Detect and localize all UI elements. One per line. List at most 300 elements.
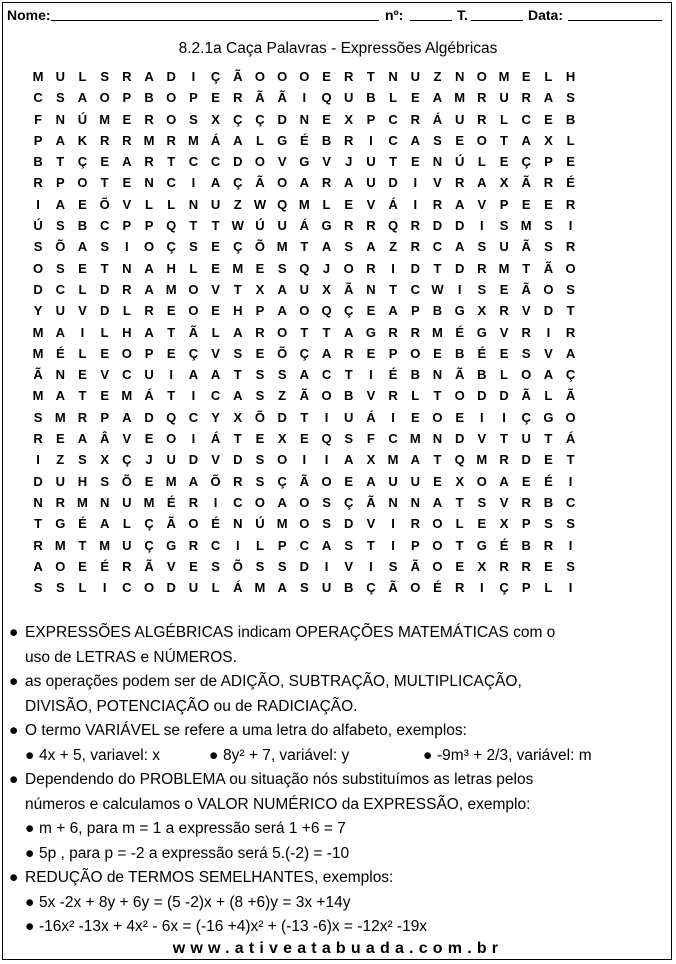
grid-letter[interactable]: O bbox=[432, 516, 443, 532]
grid-letter[interactable]: C bbox=[210, 154, 221, 170]
grid-letter[interactable]: A bbox=[477, 175, 487, 191]
grid-letter[interactable]: M bbox=[99, 537, 111, 553]
grid-letter[interactable]: I bbox=[568, 218, 573, 234]
grid-letter[interactable]: C bbox=[33, 90, 43, 106]
grid-letter[interactable]: S bbox=[566, 516, 575, 532]
grid-letter[interactable]: F bbox=[366, 431, 375, 447]
grid-letter[interactable]: N bbox=[55, 367, 65, 383]
grid-letter[interactable]: O bbox=[33, 260, 44, 276]
grid-letter[interactable]: M bbox=[143, 132, 155, 148]
grid-letter[interactable]: M bbox=[165, 473, 177, 489]
grid-letter[interactable]: B bbox=[565, 111, 576, 127]
grid-letter[interactable]: Ç bbox=[188, 345, 199, 361]
grid-letter[interactable]: E bbox=[255, 260, 265, 276]
grid-letter[interactable]: S bbox=[100, 473, 109, 489]
grid-letter[interactable]: C bbox=[521, 111, 531, 127]
grid-letter[interactable]: O bbox=[476, 473, 487, 489]
grid-letter[interactable]: S bbox=[255, 388, 265, 404]
grid-letter[interactable]: L bbox=[500, 111, 508, 127]
grid-letter[interactable]: G bbox=[166, 537, 177, 553]
grid-letter[interactable]: S bbox=[322, 516, 331, 532]
grid-letter[interactable]: R bbox=[144, 303, 154, 319]
grid-letter[interactable]: O bbox=[299, 69, 310, 84]
grid-letter[interactable]: D bbox=[166, 580, 176, 596]
grid-letter[interactable]: R bbox=[499, 303, 509, 319]
grid-letter[interactable]: É bbox=[166, 494, 176, 510]
grid-letter[interactable]: C bbox=[210, 537, 221, 553]
grid-letter[interactable]: R bbox=[454, 175, 465, 191]
grid-letter[interactable]: Ç bbox=[255, 111, 265, 127]
grid-letter[interactable]: O bbox=[299, 516, 310, 532]
grid-letter[interactable]: R bbox=[410, 239, 420, 255]
grid-letter[interactable]: I bbox=[391, 537, 395, 553]
grid-letter[interactable]: T bbox=[433, 452, 442, 468]
grid-letter[interactable]: L bbox=[566, 132, 575, 148]
grid-letter[interactable]: R bbox=[33, 175, 43, 191]
grid-letter[interactable]: T bbox=[300, 239, 309, 255]
grid-letter[interactable]: L bbox=[544, 388, 553, 404]
grid-letter[interactable]: A bbox=[55, 132, 65, 148]
grid-letter[interactable]: N bbox=[410, 494, 420, 510]
grid-letter[interactable]: U bbox=[366, 154, 376, 170]
grid-letter[interactable]: M bbox=[232, 260, 244, 276]
grid-letter[interactable]: C bbox=[188, 154, 199, 170]
grid-letter[interactable]: P bbox=[544, 154, 553, 170]
grid-letter[interactable]: N bbox=[366, 281, 376, 297]
grid-letter[interactable]: Õ bbox=[210, 473, 221, 489]
grid-letter[interactable]: X bbox=[544, 132, 553, 148]
grid-letter[interactable]: I bbox=[546, 324, 551, 340]
grid-letter[interactable]: S bbox=[78, 452, 87, 468]
grid-letter[interactable]: C bbox=[99, 218, 110, 234]
grid-letter[interactable]: O bbox=[432, 558, 443, 574]
grid-letter[interactable]: C bbox=[565, 494, 576, 510]
grid-letter[interactable]: V bbox=[78, 303, 87, 319]
grid-letter[interactable]: É bbox=[100, 558, 109, 574]
grid-letter[interactable]: S bbox=[322, 494, 331, 510]
grid-letter[interactable]: É bbox=[211, 516, 220, 532]
grid-letter[interactable]: Ã bbox=[521, 388, 531, 404]
grid-letter[interactable]: U bbox=[277, 218, 287, 234]
grid-letter[interactable]: E bbox=[410, 154, 420, 170]
grid-letter[interactable]: N bbox=[432, 154, 443, 170]
grid-letter[interactable]: L bbox=[167, 196, 176, 212]
grid-letter[interactable]: A bbox=[432, 494, 443, 510]
grid-letter[interactable]: G bbox=[365, 324, 376, 340]
grid-letter[interactable]: V bbox=[277, 154, 287, 170]
grid-letter[interactable]: I bbox=[369, 132, 373, 148]
grid-letter[interactable]: X bbox=[100, 452, 109, 468]
grid-letter[interactable]: É bbox=[55, 345, 65, 361]
grid-letter[interactable]: T bbox=[100, 260, 109, 276]
grid-letter[interactable]: B bbox=[344, 580, 354, 596]
grid-letter[interactable]: W bbox=[231, 218, 244, 234]
grid-letter[interactable]: B bbox=[344, 388, 354, 404]
grid-letter[interactable]: Ú bbox=[255, 516, 265, 532]
grid-letter[interactable]: L bbox=[477, 154, 486, 170]
grid-letter[interactable]: I bbox=[391, 260, 395, 276]
grid-letter[interactable]: D bbox=[33, 281, 43, 297]
grid-letter[interactable]: M bbox=[254, 580, 266, 596]
grid-letter[interactable]: M bbox=[54, 537, 66, 553]
grid-letter[interactable]: A bbox=[122, 409, 132, 425]
grid-letter[interactable]: Q bbox=[166, 409, 177, 425]
grid-letter[interactable]: C bbox=[122, 367, 132, 383]
grid-letter[interactable]: B bbox=[432, 303, 443, 319]
grid-letter[interactable]: O bbox=[432, 537, 443, 553]
grid-letter[interactable]: B bbox=[410, 367, 420, 383]
grid-letter[interactable]: A bbox=[277, 281, 287, 297]
grid-letter[interactable]: I bbox=[568, 580, 573, 596]
grid-letter[interactable]: T bbox=[34, 516, 43, 532]
grid-letter[interactable]: M bbox=[387, 452, 399, 468]
grid-letter[interactable]: A bbox=[144, 324, 154, 340]
grid-letter[interactable]: S bbox=[344, 537, 354, 553]
grid-letter[interactable]: D bbox=[344, 516, 354, 532]
grid-letter[interactable]: É bbox=[544, 473, 553, 489]
grid-letter[interactable]: U bbox=[410, 69, 420, 84]
grid-letter[interactable]: H bbox=[122, 324, 132, 340]
grid-letter[interactable]: S bbox=[521, 345, 531, 361]
grid-letter[interactable]: O bbox=[299, 494, 310, 510]
grid-letter[interactable]: S bbox=[344, 239, 354, 255]
grid-letter[interactable]: E bbox=[100, 388, 109, 404]
grid-letter[interactable]: T bbox=[544, 431, 553, 447]
grid-letter[interactable]: U bbox=[299, 281, 310, 297]
grid-letter[interactable]: I bbox=[80, 324, 85, 340]
grid-letter[interactable]: É bbox=[433, 580, 442, 596]
grid-letter[interactable]: E bbox=[455, 558, 464, 574]
grid-letter[interactable]: P bbox=[499, 196, 509, 212]
grid-letter[interactable]: I bbox=[324, 558, 329, 574]
grid-letter[interactable]: B bbox=[77, 218, 88, 234]
grid-letter[interactable]: Á bbox=[210, 132, 221, 148]
grid-letter[interactable]: R bbox=[477, 111, 487, 127]
grid-letter[interactable]: Q bbox=[321, 303, 332, 319]
grid-letter[interactable]: T bbox=[167, 154, 176, 170]
grid-letter[interactable]: S bbox=[33, 580, 43, 596]
grid-letter[interactable]: A bbox=[321, 239, 332, 255]
grid-letter[interactable]: Õ bbox=[254, 239, 266, 255]
grid-letter[interactable]: O bbox=[565, 260, 576, 276]
grid-letter[interactable]: T bbox=[433, 388, 442, 404]
grid-letter[interactable]: S bbox=[477, 239, 487, 255]
grid-letter[interactable]: W bbox=[431, 281, 444, 297]
grid-letter[interactable]: E bbox=[344, 196, 354, 212]
grid-letter[interactable]: T bbox=[233, 367, 242, 383]
grid-letter[interactable]: P bbox=[100, 409, 109, 425]
grid-letter[interactable]: E bbox=[521, 473, 531, 489]
grid-letter[interactable]: U bbox=[499, 90, 509, 106]
grid-letter[interactable]: V bbox=[499, 324, 509, 340]
grid-letter[interactable]: T bbox=[300, 324, 309, 340]
grid-letter[interactable]: H bbox=[565, 69, 576, 84]
grid-letter[interactable]: E bbox=[55, 431, 65, 447]
grid-letter[interactable]: A bbox=[499, 473, 509, 489]
grid-letter[interactable]: R bbox=[521, 494, 531, 510]
grid-letter[interactable]: A bbox=[188, 367, 199, 383]
grid-letter[interactable]: L bbox=[189, 260, 198, 276]
grid-letter[interactable]: E bbox=[78, 196, 87, 212]
grid-letter[interactable]: Ã bbox=[344, 281, 354, 297]
grid-letter[interactable]: P bbox=[144, 345, 154, 361]
grid-letter[interactable]: O bbox=[166, 111, 177, 127]
grid-letter[interactable]: R bbox=[565, 239, 576, 255]
grid-letter[interactable]: Ã bbox=[255, 90, 265, 106]
grid-letter[interactable]: A bbox=[144, 69, 154, 84]
grid-letter[interactable]: É bbox=[477, 345, 487, 361]
grid-letter[interactable]: R bbox=[543, 537, 554, 553]
grid-letter[interactable]: O bbox=[410, 345, 421, 361]
grid-letter[interactable]: I bbox=[191, 175, 196, 191]
grid-letter[interactable]: O bbox=[476, 132, 487, 148]
grid-letter[interactable]: O bbox=[55, 558, 66, 574]
grid-letter[interactable]: S bbox=[33, 239, 43, 255]
grid-letter[interactable]: E bbox=[300, 431, 309, 447]
grid-letter[interactable]: M bbox=[454, 90, 466, 106]
grid-letter[interactable]: Á bbox=[210, 431, 221, 447]
grid-letter[interactable]: A bbox=[33, 558, 43, 574]
grid-letter[interactable]: D bbox=[99, 303, 110, 319]
grid-letter[interactable]: V bbox=[166, 558, 176, 574]
grid-letter[interactable]: R bbox=[410, 218, 420, 234]
grid-letter[interactable]: O bbox=[99, 90, 110, 106]
grid-letter[interactable]: A bbox=[565, 345, 576, 361]
grid-letter[interactable]: V bbox=[499, 494, 509, 510]
grid-letter[interactable]: N bbox=[299, 111, 310, 127]
grid-letter[interactable]: E bbox=[144, 473, 154, 489]
grid-letter[interactable]: I bbox=[369, 367, 373, 383]
grid-letter[interactable]: D bbox=[521, 452, 531, 468]
grid-letter[interactable]: I bbox=[191, 431, 196, 447]
grid-letter[interactable]: O bbox=[454, 388, 465, 404]
grid-letter[interactable]: A bbox=[543, 90, 554, 106]
grid-letter[interactable]: U bbox=[144, 367, 154, 383]
grid-letter[interactable]: C bbox=[321, 367, 332, 383]
grid-letter[interactable]: Ç bbox=[344, 303, 354, 319]
grid-letter[interactable]: M bbox=[298, 196, 310, 212]
grid-letter[interactable]: R bbox=[366, 260, 376, 276]
grid-letter[interactable]: Ã bbox=[166, 516, 176, 532]
grid-letter[interactable]: É bbox=[455, 324, 464, 340]
grid-letter[interactable]: T bbox=[167, 388, 176, 404]
grid-letter[interactable]: S bbox=[344, 431, 354, 447]
grid-letter[interactable]: A bbox=[344, 175, 354, 191]
grid-letter[interactable]: I bbox=[213, 494, 218, 510]
grid-letter[interactable]: P bbox=[521, 580, 531, 596]
grid-letter[interactable]: A bbox=[55, 196, 65, 212]
grid-letter[interactable]: S bbox=[100, 239, 109, 255]
grid-letter[interactable]: Ç bbox=[210, 69, 221, 84]
grid-letter[interactable]: A bbox=[99, 516, 110, 532]
grid-letter[interactable]: Õ bbox=[121, 473, 132, 489]
grid-letter[interactable]: T bbox=[566, 452, 575, 468]
grid-letter[interactable]: S bbox=[544, 516, 553, 532]
grid-letter[interactable]: R bbox=[521, 558, 531, 574]
grid-letter[interactable]: G bbox=[476, 324, 487, 340]
grid-letter[interactable]: P bbox=[122, 218, 132, 234]
grid-letter[interactable]: M bbox=[32, 69, 44, 84]
grid-letter[interactable]: M bbox=[143, 494, 155, 510]
grid-letter[interactable]: G bbox=[55, 516, 66, 532]
grid-letter[interactable]: I bbox=[169, 367, 174, 383]
grid-letter[interactable]: D bbox=[454, 260, 465, 276]
grid-letter[interactable]: V bbox=[322, 154, 331, 170]
grid-letter[interactable]: S bbox=[255, 452, 265, 468]
grid-letter[interactable]: E bbox=[344, 473, 354, 489]
grid-letter[interactable]: L bbox=[255, 132, 264, 148]
grid-letter[interactable]: E bbox=[455, 132, 464, 148]
grid-letter[interactable]: O bbox=[188, 281, 199, 297]
grid-letter[interactable]: Ã bbox=[454, 367, 465, 383]
grid-letter[interactable]: E bbox=[100, 345, 109, 361]
grid-letter[interactable]: X bbox=[322, 281, 331, 297]
grid-letter[interactable]: R bbox=[321, 175, 332, 191]
grid-letter[interactable]: R bbox=[99, 132, 110, 148]
grid-letter[interactable]: I bbox=[502, 409, 506, 425]
grid-letter[interactable]: V bbox=[100, 367, 109, 383]
grid-letter[interactable]: Q bbox=[321, 431, 332, 447]
grid-letter[interactable]: T bbox=[433, 260, 442, 276]
grid-letter[interactable]: D bbox=[388, 175, 398, 191]
grid-letter[interactable]: C bbox=[188, 409, 199, 425]
grid-letter[interactable]: Ã bbox=[521, 239, 531, 255]
grid-letter[interactable]: X bbox=[366, 452, 376, 468]
grid-letter[interactable]: I bbox=[480, 409, 484, 425]
grid-letter[interactable]: O bbox=[543, 281, 554, 297]
grid-letter[interactable]: C bbox=[410, 281, 420, 297]
grid-letter[interactable]: E bbox=[322, 111, 331, 127]
grid-letter[interactable]: Ã bbox=[543, 260, 554, 276]
grid-letter[interactable]: M bbox=[187, 132, 199, 148]
grid-letter[interactable]: X bbox=[255, 281, 265, 297]
grid-letter[interactable]: I bbox=[302, 90, 307, 106]
grid-letter[interactable]: Ç bbox=[77, 154, 88, 170]
grid-letter[interactable]: A bbox=[366, 473, 376, 489]
grid-letter[interactable]: R bbox=[410, 324, 420, 340]
grid-letter[interactable]: E bbox=[410, 90, 420, 106]
grid-letter[interactable]: E bbox=[100, 154, 109, 170]
grid-letter[interactable]: P bbox=[122, 90, 132, 106]
grid-letter[interactable]: R bbox=[410, 516, 420, 532]
grid-letter[interactable]: E bbox=[499, 345, 509, 361]
grid-letter[interactable]: T bbox=[167, 324, 176, 340]
grid-letter[interactable]: I bbox=[413, 175, 418, 191]
grid-letter[interactable]: Ç bbox=[366, 580, 376, 596]
grid-letter[interactable]: O bbox=[143, 239, 155, 255]
grid-letter[interactable]: C bbox=[388, 431, 398, 447]
grid-letter[interactable]: T bbox=[100, 175, 109, 191]
grid-letter[interactable]: V bbox=[366, 196, 376, 212]
grid-letter[interactable]: R bbox=[366, 218, 376, 234]
grid-letter[interactable]: U bbox=[122, 537, 132, 553]
grid-letter[interactable]: T bbox=[211, 218, 220, 234]
grid-letter[interactable]: P bbox=[144, 218, 154, 234]
grid-letter[interactable]: O bbox=[476, 69, 487, 84]
grid-letter[interactable]: X bbox=[499, 516, 509, 532]
grid-letter[interactable]: S bbox=[499, 218, 509, 234]
grid-letter[interactable]: R bbox=[521, 90, 531, 106]
grid-letter[interactable]: Ã bbox=[565, 388, 576, 404]
grid-letter[interactable]: I bbox=[391, 516, 395, 532]
grid-letter[interactable]: P bbox=[189, 90, 198, 106]
grid-letter[interactable]: A bbox=[432, 90, 443, 106]
grid-letter[interactable]: T bbox=[366, 537, 375, 553]
grid-letter[interactable]: V bbox=[366, 516, 376, 532]
grid-letter[interactable]: Q bbox=[454, 452, 465, 468]
grid-letter[interactable]: Á bbox=[565, 431, 576, 447]
grid-letter[interactable]: P bbox=[388, 345, 398, 361]
grid-letter[interactable]: W bbox=[253, 196, 267, 212]
grid-letter[interactable]: Q bbox=[277, 196, 288, 212]
grid-letter[interactable]: T bbox=[56, 154, 65, 170]
grid-letter[interactable]: G bbox=[277, 132, 288, 148]
grid-letter[interactable]: A bbox=[521, 132, 531, 148]
grid-letter[interactable]: V bbox=[544, 345, 553, 361]
grid-letter[interactable]: L bbox=[122, 303, 131, 319]
grid-letter[interactable]: É bbox=[300, 132, 309, 148]
grid-letter[interactable]: P bbox=[410, 537, 420, 553]
grid-letter[interactable]: S bbox=[277, 260, 287, 276]
grid-letter[interactable]: B bbox=[144, 90, 154, 106]
grid-letter[interactable]: M bbox=[32, 324, 44, 340]
grid-letter[interactable]: T bbox=[322, 324, 331, 340]
grid-letter[interactable]: E bbox=[144, 431, 154, 447]
grid-letter[interactable]: Á bbox=[388, 196, 398, 212]
grid-letter[interactable]: S bbox=[477, 281, 487, 297]
grid-letter[interactable]: M bbox=[520, 218, 532, 234]
grid-letter[interactable]: Á bbox=[432, 111, 443, 127]
grid-letter[interactable]: Z bbox=[433, 69, 442, 84]
grid-letter[interactable]: E bbox=[544, 111, 553, 127]
grid-letter[interactable]: R bbox=[388, 324, 398, 340]
grid-letter[interactable]: J bbox=[322, 260, 331, 276]
grid-letter[interactable]: E bbox=[78, 260, 87, 276]
grid-letter[interactable]: S bbox=[55, 90, 65, 106]
grid-letter[interactable]: T bbox=[300, 409, 309, 425]
grid-letter[interactable]: R bbox=[122, 132, 132, 148]
grid-letter[interactable]: M bbox=[99, 111, 111, 127]
grid-letter[interactable]: K bbox=[77, 132, 88, 148]
grid-letter[interactable]: D bbox=[499, 388, 509, 404]
grid-letter[interactable]: O bbox=[277, 324, 288, 340]
grid-letter[interactable]: S bbox=[544, 239, 553, 255]
grid-letter[interactable]: R bbox=[388, 388, 398, 404]
grid-letter[interactable]: U bbox=[210, 196, 221, 212]
grid-letter[interactable]: U bbox=[321, 580, 332, 596]
grid-letter[interactable]: M bbox=[32, 345, 44, 361]
grid-letter[interactable]: B bbox=[454, 345, 465, 361]
grid-letter[interactable]: R bbox=[521, 324, 531, 340]
grid-letter[interactable]: É bbox=[499, 537, 509, 553]
grid-letter[interactable]: D bbox=[188, 452, 199, 468]
grid-letter[interactable]: P bbox=[55, 175, 65, 191]
grid-letter[interactable]: V bbox=[122, 431, 132, 447]
grid-letter[interactable]: Z bbox=[278, 388, 287, 404]
grid-letter[interactable]: R bbox=[344, 69, 354, 84]
grid-letter[interactable]: E bbox=[544, 452, 553, 468]
grid-letter[interactable]: S bbox=[100, 69, 109, 84]
grid-letter[interactable]: T bbox=[455, 494, 464, 510]
grid-letter[interactable]: V bbox=[366, 388, 376, 404]
grid-letter[interactable]: A bbox=[277, 580, 287, 596]
grid-letter[interactable]: L bbox=[211, 324, 220, 340]
grid-letter[interactable]: D bbox=[144, 409, 154, 425]
grid-letter[interactable]: Ã bbox=[366, 494, 376, 510]
grid-letter[interactable]: M bbox=[121, 388, 133, 404]
grid-letter[interactable]: E bbox=[366, 303, 376, 319]
grid-letter[interactable]: I bbox=[191, 69, 196, 84]
